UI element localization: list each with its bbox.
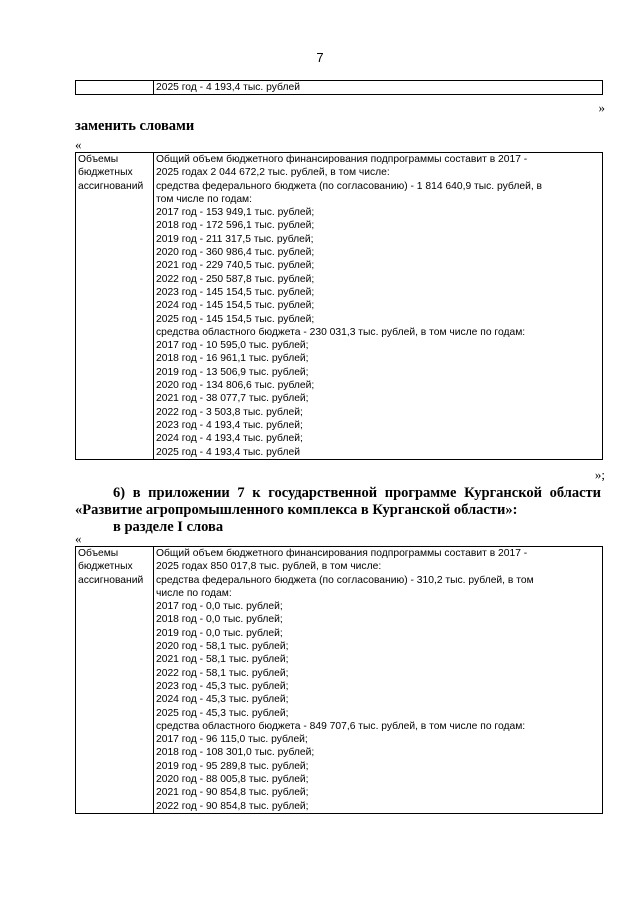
table2-line: 2025 годах 850 017,8 тыс. рублей, в том числе: bbox=[156, 561, 382, 573]
table2-line: 2021 год - 58,1 тыс. рублей; bbox=[156, 654, 289, 666]
opening-quote-1: « bbox=[75, 137, 82, 152]
table2-line: средства федерального бюджета (по согласованию) - 310,2 тыс. рублей, в том bbox=[156, 574, 534, 586]
table2-line: 2022 год - 58,1 тыс. рублей; bbox=[156, 667, 289, 679]
page-number: 7 bbox=[316, 50, 324, 65]
table1-line: 2025 годах 2 044 672,2 тыс. рублей, в том числе: bbox=[156, 167, 390, 179]
table1-line: средства областного бюджета - 230 031,3 тыс. рублей, в том числе по годам: bbox=[156, 326, 526, 338]
table2-line: 2020 год - 58,1 тыс. рублей; bbox=[156, 641, 289, 653]
table2-line: 2022 год - 90 854,8 тыс. рублей; bbox=[156, 800, 309, 812]
table2-line: 2019 год - 0,0 тыс. рублей; bbox=[156, 627, 283, 639]
table1-line: средства федерального бюджета (по согласованию) - 1 814 640,9 тыс. рублей, в bbox=[156, 180, 543, 192]
table2-line: 2018 год - 108 301,0 тыс. рублей; bbox=[156, 747, 315, 759]
table1-line: 2018 год - 16 961,1 тыс. рублей; bbox=[156, 353, 309, 365]
table1-line: 2018 год - 172 596,1 тыс. рублей; bbox=[156, 220, 315, 232]
replace-heading: заменить словами bbox=[75, 118, 195, 134]
table1-line: 2023 год - 145 154,5 тыс. рублей; bbox=[156, 286, 315, 298]
table1-line: Общий объем бюджетного финансирования подпрограммы составит в 2017 - bbox=[156, 154, 528, 165]
table1-label-line: бюджетных bbox=[78, 167, 133, 179]
table1-line: 2017 год - 153 949,1 тыс. рублей; bbox=[156, 207, 315, 219]
table2-label-line: бюджетных bbox=[78, 561, 133, 573]
table1-label-line: ассигнований bbox=[78, 180, 144, 192]
table2-line: числе по годам: bbox=[156, 587, 232, 599]
table1-label-line: Объемы bbox=[78, 154, 119, 165]
table2-line: 2023 год - 45,3 тыс. рублей; bbox=[156, 680, 289, 692]
table2-label-cell bbox=[76, 547, 154, 814]
table1-line: 2019 год - 13 506,9 тыс. рублей; bbox=[156, 366, 309, 378]
top-table-line: 2025 год - 4 193,4 тыс. рублей bbox=[156, 82, 300, 93]
top-table-label-cell bbox=[76, 81, 154, 95]
table1-value-cell bbox=[154, 153, 603, 460]
item6-line-1: 6) в приложении 7 к государственной программе Курганской области bbox=[113, 485, 602, 501]
table1-line: 2022 год - 250 587,8 тыс. рублей; bbox=[156, 273, 315, 285]
table2-line: Общий объем бюджетного финансирования подпрограммы составит в 2017 - bbox=[156, 548, 528, 559]
table2-line: 2024 год - 45,3 тыс. рублей; bbox=[156, 694, 289, 706]
closing-quote-1: » bbox=[598, 100, 605, 115]
table2-label-line: Объемы bbox=[78, 548, 119, 559]
top-table-value-cell bbox=[154, 81, 603, 95]
table1-line: 2024 год - 4 193,4 тыс. рублей; bbox=[156, 433, 303, 445]
table1-line: том числе по годам: bbox=[156, 193, 252, 205]
table2-line: 2025 год - 45,3 тыс. рублей; bbox=[156, 707, 289, 719]
opening-quote-2: « bbox=[75, 531, 82, 546]
top-table-fragment bbox=[75, 80, 603, 95]
table1-line: 2023 год - 4 193,4 тыс. рублей; bbox=[156, 419, 303, 431]
item6-line-3: в разделе I слова bbox=[113, 519, 224, 535]
table2-value-cell bbox=[154, 547, 603, 814]
table2-line: 2021 год - 90 854,8 тыс. рублей; bbox=[156, 787, 309, 799]
table-budget-1 bbox=[75, 152, 603, 460]
table2-line: 2017 год - 0,0 тыс. рублей; bbox=[156, 601, 283, 613]
table1-label-cell bbox=[76, 153, 154, 460]
item6-line-2: «Развитие агропромышленного комплекса в Курганской области»: bbox=[75, 502, 518, 518]
table1-line: 2024 год - 145 154,5 тыс. рублей; bbox=[156, 300, 315, 312]
table1-line: 2020 год - 134 806,6 тыс. рублей; bbox=[156, 380, 315, 392]
table2-line: 2018 год - 0,0 тыс. рублей; bbox=[156, 614, 283, 626]
table1-line: 2025 год - 4 193,4 тыс. рублей bbox=[156, 446, 300, 458]
table1-line: 2017 год - 10 595,0 тыс. рублей; bbox=[156, 340, 309, 352]
table1-line: 2019 год - 211 317,5 тыс. рублей; bbox=[156, 233, 314, 245]
table1-line: 2025 год - 145 154,5 тыс. рублей; bbox=[156, 313, 315, 325]
table-budget-2 bbox=[75, 546, 603, 814]
table2-line: 2019 год - 95 289,8 тыс. рублей; bbox=[156, 760, 309, 772]
item6-paragraph bbox=[75, 485, 603, 536]
table1-line: 2021 год - 229 740,5 тыс. рублей; bbox=[156, 260, 315, 272]
table2-label-line: ассигнований bbox=[78, 574, 144, 586]
closing-quote-2: »; bbox=[594, 467, 605, 482]
table2-line: средства областного бюджета - 849 707,6 тыс. рублей, в том числе по годам: bbox=[156, 720, 526, 732]
table1-line: 2022 год - 3 503,8 тыс. рублей; bbox=[156, 406, 303, 418]
table1-line: 2021 год - 38 077,7 тыс. рублей; bbox=[156, 393, 309, 405]
table1-line: 2020 год - 360 986,4 тыс. рублей; bbox=[156, 247, 315, 259]
table2-line: 2017 год - 96 115,0 тыс. рублей; bbox=[156, 734, 308, 746]
table2-line: 2020 год - 88 005,8 тыс. рублей; bbox=[156, 774, 309, 786]
